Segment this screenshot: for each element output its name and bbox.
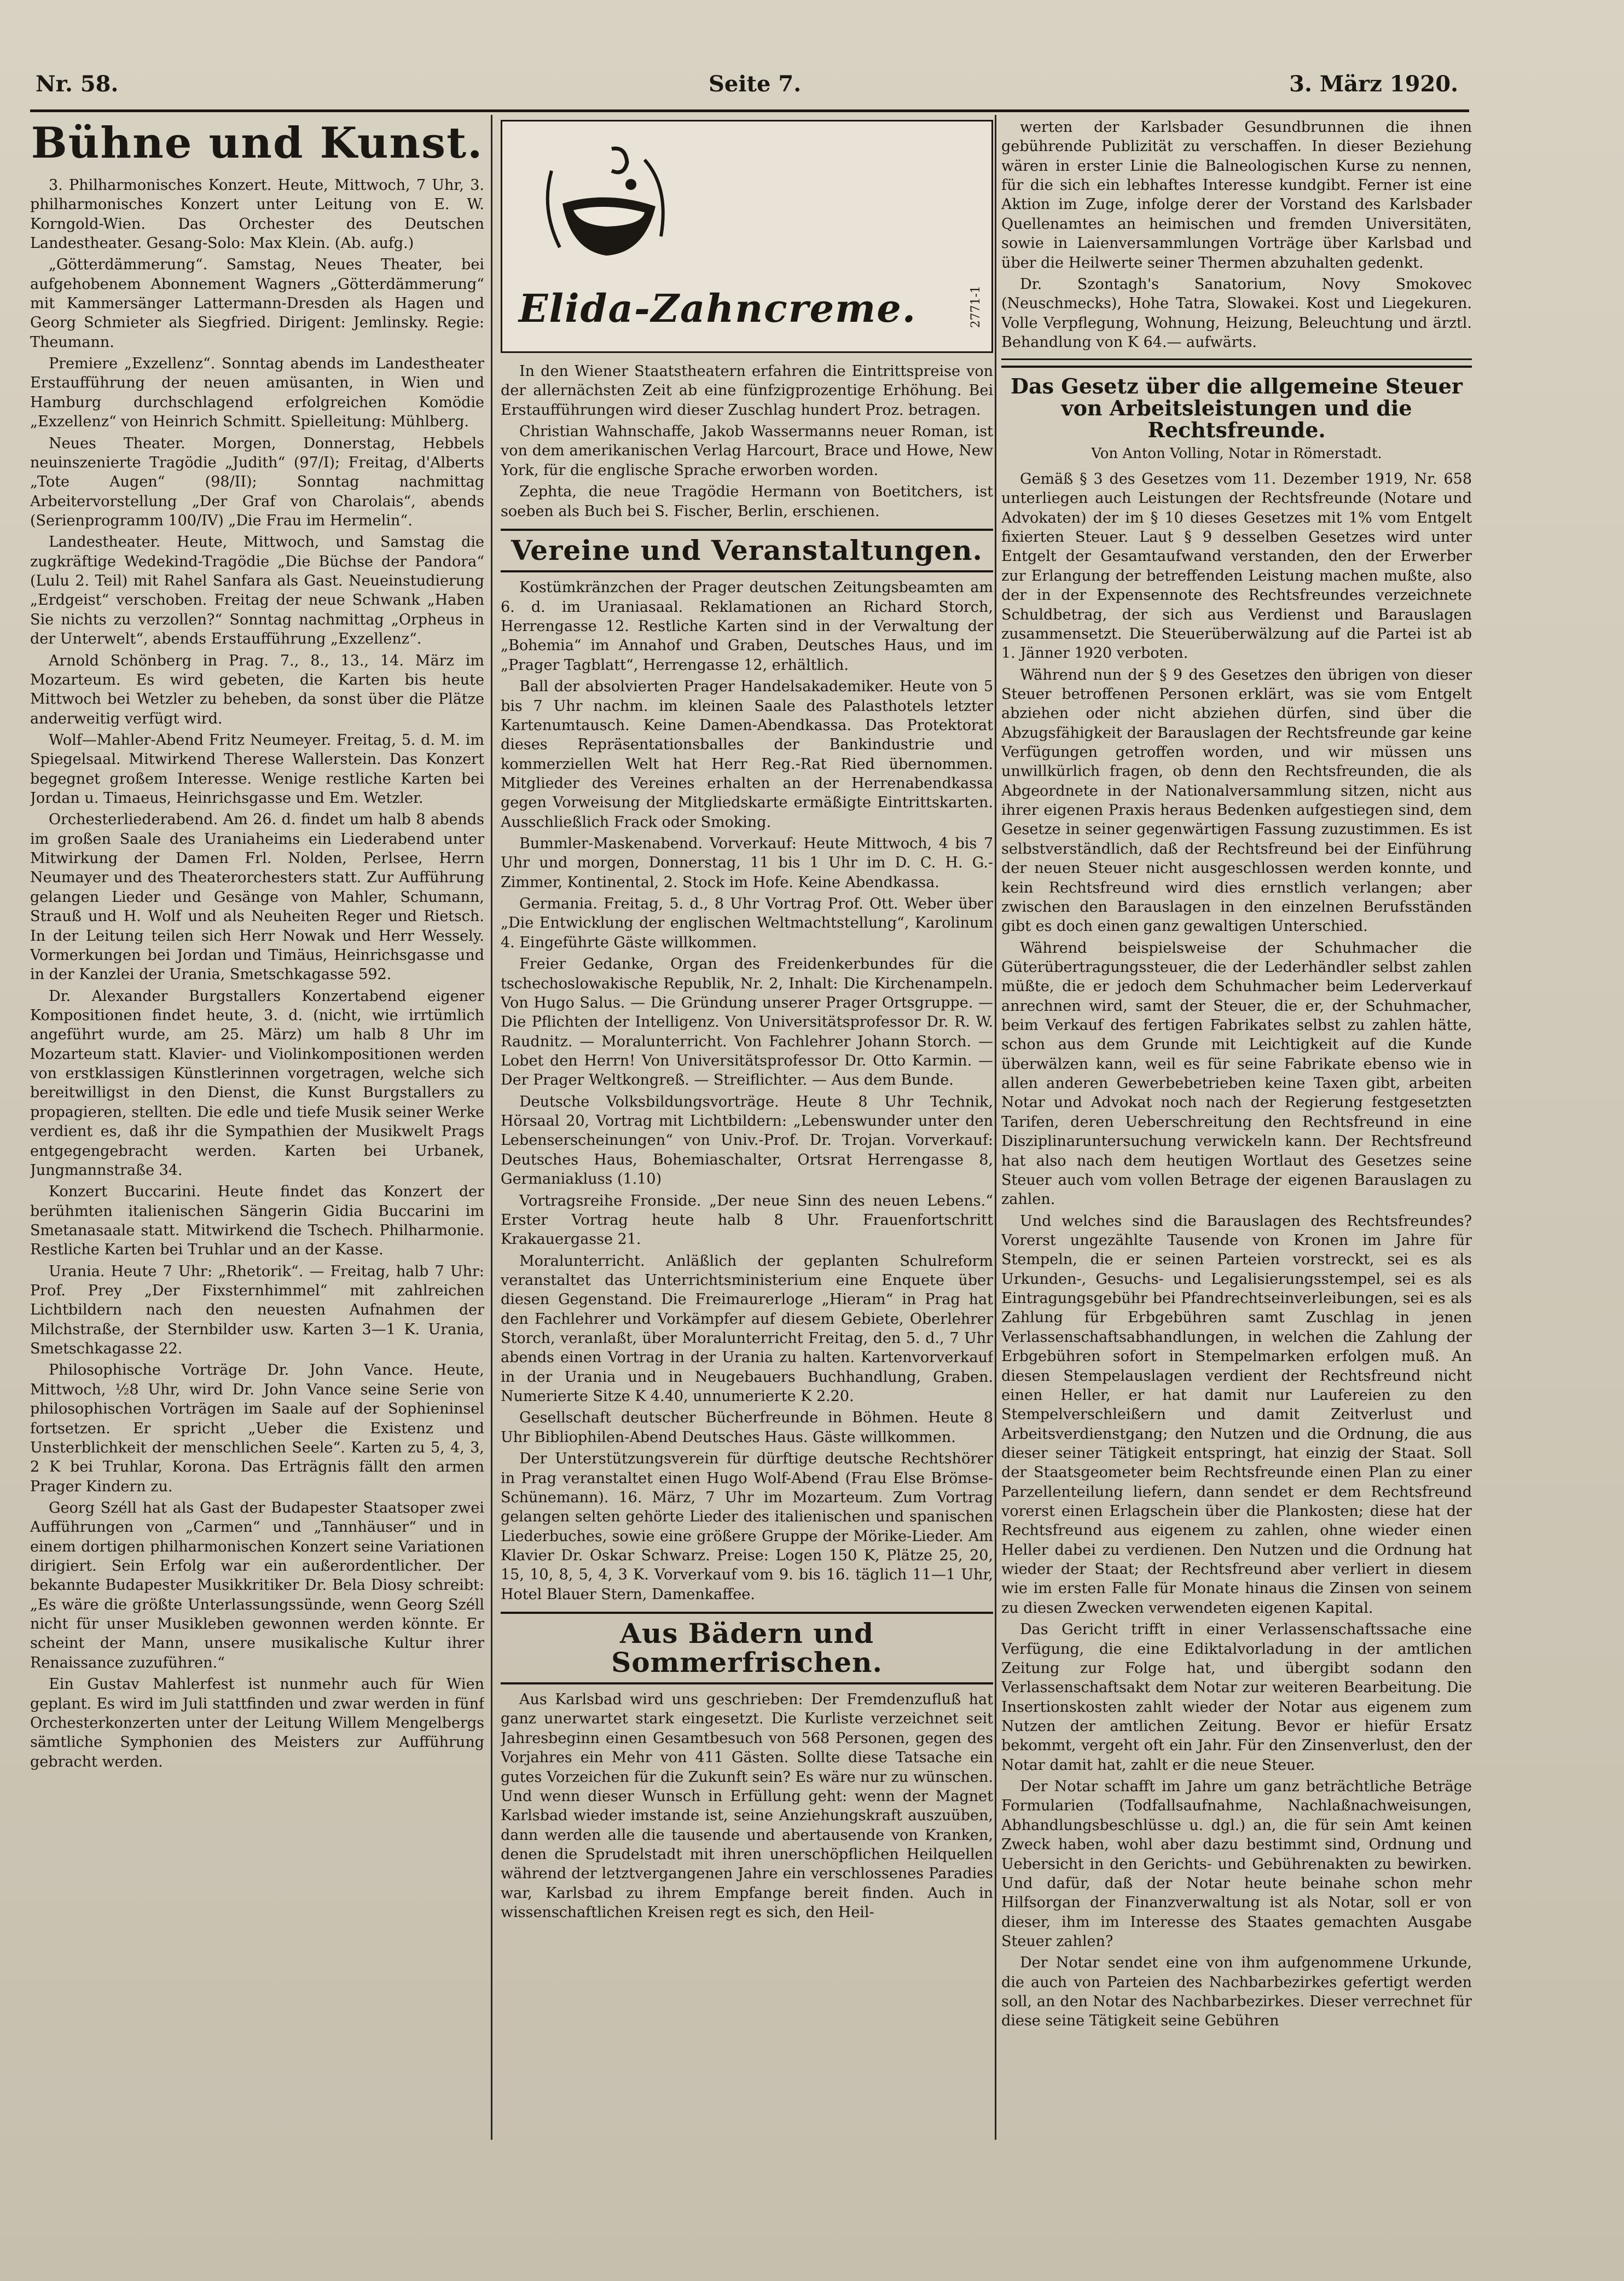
column-rule: [491, 115, 492, 2140]
article-paragraph: Moralunterricht. Anläßlich der geplanten Schulreform veranstaltet das Unterrichtsministerium eine Enquete über diesen Gegenstand. Die Freimaurerloge „Hieram“ in Prag hat den Fachlehrer und Vorkämpfer auf diesem Gebiete, Oberlehrer Storch, veranlaßt, über Moralunterricht Freitag, den 5. d., 7 Uhr abends einen Vortrag in der Urania zu halten. Kartenvorverkauf in der Urania und in Neugebauers Buchhandlung, Graben. Numerierte Sitze K 4.40, unnumerierte K 2.20.: [501, 1252, 993, 1405]
article-paragraph: „Götterdämmerung“. Samstag, Neues Theater, bei aufgehobenem Abonnement Wagners „Götterdämmerung“ mit Kammersänger Lattermann-Dresden als Hagen und Georg Schmieter als Siegfried. Dirigent: Jemlinsky. Regie: Theumann.: [30, 256, 484, 351]
issue-date: 3. März 1920.: [1289, 71, 1458, 97]
article-paragraph: Landestheater. Heute, Mittwoch, und Samstag die zugkräftige Wedekind-Tragödie „Die Büchse der Pandora“ (Lulu 2. Teil) mit Rahel Sanfara als Gast. Neueinstudierung „Erdgeist“ verschoben. Freitag der neue Schwank „Haben Sie nichts zu verzollen?“ Sonntag nachmittag „Orpheus in der Unterwelt“, abends Erstaufführung „Exzellenz“.: [30, 534, 484, 648]
article-paragraph: Vortragsreihe Fronside. „Der neue Sinn des neuen Lebens.“ Erster Vortrag heute halb 8 Uhr. Frauenfortschritt Krakauergasse 21.: [501, 1192, 993, 1248]
article-paragraph: Dr. Alexander Burgstallers Konzertabend eigener Kompositionen findet heute, 3. d. (nicht, wie irrtümlich angeführt wurde, am 25. März) um halb 8 Uhr im Mozarteum statt. Klavier- und Violinkompositionen werden von erstklassigen Künstlerinnen vorgetragen, welche sich bereitwilligst in den Dienst, die Kunst Burgstallers zu propagieren, stellten. Die edle und tiefe Musik seiner Werke verdient es, daß ihr die Sympathien der Musikwelt Prags entgegengebracht werden. Karten bei Urbanek, Jungmannstraße 34.: [30, 987, 484, 1179]
section-title-baeder: Aus Bädern und Sommerfrischen.: [501, 1612, 993, 1684]
article-paragraph: Germania. Freitag, 5. d., 8 Uhr Vortrag Prof. Ott. Weber über „Die Entwicklung der englischen Weltmachtstellung“, Karolinum 4. Eingeführte Gäste willkommen.: [501, 895, 993, 951]
article-paragraph: Der Notar sendet eine von ihm aufgenommene Urkunde, die auch von Parteien des Nachbarbezirkes gefertigt werden soll, an den Notar des Nachbarbezirkes. Dieser verrechnet für diese seine Tätigkeit seine Gebühren: [1001, 1954, 1472, 2030]
article-paragraph: Während beispielsweise der Schuhmacher die Güterübertragungssteuer, die der Lederhändler selbst zahlen müßte, die er jedoch dem Schuhmacher beim Lederverkauf anrechnen wird, samt der Steuer, die er, der Schuhmacher, beim Verkauf des fertigen Fabrikates selbst zu zahlen hätte, schon aus dem Grunde mit Leichtigkeit auf die Kunde überwälzen kann, weil es für seine Fabrikate ebenso wie in allen anderen Gewerbebetrieben keine Taxen gibt, arbeiten Notar und Advokat noch nach der Regierung festgesetzten Tarifen, deren Ueberschreitung den Rechtsfreund in eine Disziplinaruntersuchung verwickeln kann. Der Rechtsfreund hat also nach dem heutigen Wortlaut des Gesetzes seine Steuer auch vom vollen Betrage der eigenen Barauslagen zu zahlen.: [1001, 939, 1472, 1208]
article-paragraph: Ein Gustav Mahlerfest ist nunmehr auch für Wien geplant. Es wird im Juli stattfinden und zwar werden in fünf Orchesterkonzerten unter der Leitung Willem Mengelbergs sämtliche Symphonien des Meisters zur Aufführung gebracht werden.: [30, 1676, 484, 1770]
article-paragraph: Während nun der § 9 des Gesetzes den übrigen von dieser Steuer betroffenen Personen erklärt, was sie vom Entgelt abziehen oder nicht abziehen dürfen, sind über die Abzugsfähigkeit der Barauslagen der Rechtsfreunde gar keine Verfügungen getroffen worden, und wir müssen uns unwillkürlich fragen, ob denn den Rechtsfreunden, die als Abgeordnete in der Nationalversammlung sitzen, nicht aus ihrer eigenen Praxis heraus Bedenken aufgestiegen sind, dem Gesetze in seiner gegenwärtigen Fassung zuzustimmen. Es ist selbstverständlich, daß der Rechtsfreund bei der Einführung der neuen Steuer nicht ausgeschlossen werden konnte, und kein Rechtsfreund wird dies ernstlich verlangen; aber zwischen den Barauslagen in den einzelnen Berufsständen gibt es doch einen ganz gewaltigen Unterschied.: [1001, 666, 1472, 935]
article-paragraph: Wolf—Mahler-Abend Fritz Neumeyer. Freitag, 5. d. M. im Spiegelsaal. Mitwirkend Therese Wallerstein. Das Konzert begegnet großem Interesse. Wenige restliche Karten bei Jordan u. Timaeus, Heinrichsgasse und Em. Wetzler.: [30, 731, 484, 807]
article-paragraph: Der Unterstützungsverein für dürftige deutsche Rechtshörer in Prag veranstaltet einen Hugo Wolf-Abend (Frau Else Brömse-Schünemann). 16. März, 7 Uhr im Mozarteum. Zum Vortrag gelangen selten gehörte Lieder des italienischen und spanischen Liederbuches, sowie eine größere Gruppe der Mörike-Lieder. Am Klavier Dr. Oskar Schwarz. Preise: Logen 150 K, Plätze 25, 20, 15, 10, 8, 5, 4, 3 K. Vorverkauf vom 9. bis 16. täglich 11—1 Uhr, Hotel Blauer Stern, Damenkaffee.: [501, 1450, 993, 1603]
issue-number: Nr. 58.: [36, 71, 119, 97]
article-list: [501, 362, 993, 521]
column-2: [501, 118, 993, 2153]
article-paragraph: Deutsche Volksbildungsvorträge. Heute 8 Uhr Technik, Hörsaal 20, Vortrag mit Lichtbildern: „Lebenswunder unter den Lebenserscheinungen“ von Univ.-Prof. Dr. Trojan. Vorverkauf: Deutsches Haus, Bohemiaschalter, Ortsrat Herrengasse 8, Germaniakluss (1.10): [501, 1093, 993, 1188]
article-paragraph: Der Notar schafft im Jahre um ganz beträchtliche Beträge Formularien (Todfallsaufnahme, Nachlaßnachweisungen, Abhandlungsbeschlüsse u. dgl.) an, die für sein Amt keinen Zweck haben, wohl aber dazu bestimmt sind, Ordnung und Uebersicht in den Gerichts- und Gebührenakten zu bewirken. Und dafür, daß der Notar heute beinahe schon mehr Hilfsorgan der Finanzverwaltung ist als Notar, soll er von dieser, ihm im Interesse des Staates gemachten Ausgabe Steuer zahlen?: [1001, 1778, 1472, 1950]
article-list: [1001, 470, 1472, 2031]
ad-slogan: Elida-Zahncreme.: [519, 286, 917, 331]
article-paragraph: Georg Széll hat als Gast der Budapester Staatsoper zwei Aufführungen von „Carmen“ und „Tannhäuser“ und in einem dortigen philharmonischen Konzert seine Variationen dirigiert. Sein Erfolg war ein außerordentlicher. Der bekannte Budapester Musikkritiker Dr. Bela Diosy schreibt: „Es wäre die größte Unterlassungssünde, wenn Georg Széll nicht für unser Musikleben gewonnen werden könnte. Er scheint der Mann, unsere musikalische Kultur ihrer Renaissance zuzuführen.“: [30, 1499, 484, 1671]
article-paragraph: Arnold Schönberg in Prag. 7., 8., 13., 14. März im Mozarteum. Es wird gebeten, die Karten bis heute Mittwoch bei Wetzler zu beheben, da sonst über die Plätze anderweitig verfügt wird.: [30, 652, 484, 727]
article-paragraph: Bummler-Maskenabend. Vorverkauf: Heute Mittwoch, 4 bis 7 Uhr und morgen, Donnerstag, 11 bis 1 Uhr im D. C. H. G.-Zimmer, Kontinental, 2. Stock im Hofe. Keine Abendkassa.: [501, 835, 993, 891]
article-paragraph: Aus Karlsbad wird uns geschrieben: Der Fremdenzufluß hat ganz unerwartet stark eingesetzt. Die Kurliste verzeichnet seit Jahresbeginn einen Gesamtbesuch von 568 Personen, gegen des Vorjahres ein Mehr von 411 Gästen. Sollte diese Tatsache ein gutes Vorzeichen für die Zukunft sein? Es wäre nur zu wünschen. Und wenn dieser Wunsch in Erfüllung geht: wenn der Magnet Karlsbad wieder imstande ist, seine Anziehungskraft auszuüben, dann werden alle die tausende und abertausende von Kranken, denen die Sprudelstadt mit ihren unerschöpflichen Heilquellen während der letztvergangenen Jahre ein verschlossenes Paradies war, Karlsbad zu ihrem Empfange bereit finden. Auch in wissenschaftlichen Kreisen regt es sich, den Heil-: [501, 1691, 993, 1921]
article-byline: Von Anton Volling, Notar in Römerstadt.: [1091, 445, 1382, 462]
article-list: [501, 1690, 993, 1922]
article-paragraph: Neues Theater. Morgen, Donnerstag, Hebbels neuinszenierte Tragödie „Judith“ (97/I); Freitag, d'Alberts „Tote Augen“ (98/II); Sonntag nachmittag Arbeitervorstellung „Der Graf von Charolais“, abends (Serienprogramm 100/IV) „Die Frau im Hermelin“.: [30, 435, 484, 529]
page-number: Seite 7.: [709, 71, 802, 97]
article-title-steuergesetz: Das Gesetz über die allgemeine Steuer von Arbeitsleistungen und die Rechtsfreunde.: [1001, 366, 1472, 443]
column-1: [30, 118, 484, 2153]
article-paragraph: Philosophische Vorträge Dr. John Vance. Heute, Mittwoch, ½8 Uhr, wird Dr. John Vance seine Serie von philosophischen Vorträgen im Saale auf der Sophieninsel fortsetzen. Er spricht „Ueber die Existenz und Unsterblichkeit der menschlichen Seele“. Karten zu 5, 4, 3, 2 K bei Truhlar, Korona. Das Erträgnis fällt den armen Prager Kindern zu.: [30, 1362, 484, 1495]
article-paragraph: Freier Gedanke, Organ des Freidenkerbundes für die tschechoslowakische Republik, Nr. 2, Inhalt: Die Kirchenampeln. Von Hugo Salus. — Die Gründung unserer Prager Ortsgruppe. — Die Pflichten der Intelligenz. Von Universitätsprofessor Dr. R. W. Raudnitz. — Moralunterricht. Von Fachlehrer Johann Storch. — Lobet den Herrn! Von Universitätsprofessor Dr. Otto Karmin. — Der Prager Weltkongreß. — Streiflichter. — Aus dem Bunde.: [501, 956, 993, 1089]
article-paragraph: In den Wiener Staatstheatern erfahren die Eintrittspreise von der allernächsten Zeit ab eine fünfzigprozentige Erhöhung. Bei Erstaufführungen wird dieser Zuschlag hundert Proz. betragen.: [501, 363, 993, 419]
ad-code: 2771-1: [969, 286, 983, 328]
article-list: [1001, 118, 1472, 352]
article-paragraph: Und welches sind die Barauslagen des Rechtsfreundes? Vorerst ungezählte Tausende von Kronen im Jahre für Stempeln, die er seinen Parteien vorstreckt, sei es als Urkunden-, Gesuchs- und Legalisierungsstempel, sei es als Eintragungsgebühr bei Pfandrechtseinverleibungen, sei es als Zahlung für Erbgebühren samt Zuschlag in jenen Verlassenschaftsabhandlungen, in welchen die Zahlung der Erbgebühren sofort in Stempelmarken erfolgen muß. An diesen Stempelauslagen verdient der Rechtsfreund nicht einen Heller, er hat damit nur Laufereien zu den Stempelverschleißern und damit Zeitverlust und Arbeitsverdienstgang; den Nutzen und die Ordnung, die aus dieser seiner Tätigkeit entspringt, hat einzig der Staat. Soll der Staatsgeometer beim Rechtsfreunde einen Plan zu einer Parzellenteilung liefern, dann sendet er dem Rechtsfreund vorerst einen Erlagschein über die Plankosten; diese hat der Rechtsfreund aus eigenem zu zahlen, ohne wieder einen Heller dabei zu verdienen. Den Nutzen und die Ordnung hat wieder der Staat; der Rechtsfreund aber verliert in diesem wie im ersten Falle für Monate hinaus die Zinsen von seinem zu diesen Zwecken verwendeten eigenen Kapital.: [1001, 1212, 1472, 1617]
column-3: [1001, 118, 1472, 2153]
article-paragraph: Zephta, die neue Tragödie Hermann von Boetitchers, ist soeben als Buch bei S. Fischer, Berlin, erschienen.: [501, 483, 993, 520]
article-paragraph: Ball der absolvierten Prager Handelsakademiker. Heute von 5 bis 7 Uhr nachm. im kleinen Saale des Palasthotels letzter Kartenumtausch. Keine Damen-Abendkassa. Das Protektorat dieses Repräsentationsballes der Bankindustrie und kommerziellen Welt hat Herr Reg.-Rat Ried übernommen. Mitglieder des Vereines erhalten an der Herrenabendkassa gegen Vorweisung der Mitgliedskarte ermäßigte Eintrittskarten. Ausschließlich Frack oder Smoking.: [501, 678, 993, 831]
article-paragraph: 3. Philharmonisches Konzert. Heute, Mittwoch, 7 Uhr, 3. philharmonisches Konzert unter Leitung von E. W. Korngold-Wien. Das Orchester des Deutschen Landestheater. Gesang-Solo: Max Klein. (Ab. aufg.): [30, 176, 484, 252]
article-paragraph: werten der Karlsbader Gesundbrunnen die ihnen gebührende Publizität zu verschaffen. In dieser Beziehung wären in erster Linie die Balneologischen Kurse zu nennen, für die sich ein lebhaftes Interesse kundgibt. Ferner ist eine Aktion im Zuge, infolge derer der Vorstand des Karlsbader Quellenamtes an heimischen und fremden Universitäten, sowie in Laienversammlungen Vorträge über Karlsbad und über die Heilwerte seiner Thermen abzuhalten gedenkt.: [1001, 119, 1472, 271]
article-paragraph: Christian Wahnschaffe, Jakob Wassermanns neuer Roman, ist von dem amerikanischen Verlag Harcourt, Brace und Howe, New York, für die englische Sprache erworben worden.: [501, 423, 993, 479]
article-paragraph: Orchesterliederabend. Am 26. d. findet um halb 8 abends im großen Saale des Uraniaheims ein Liederabend unter Mitwirkung der Damen Frl. Nolden, Perlsee, Herrn Neumayer und des Theaterorchesters statt. Zur Aufführung gelangen Lieder und Gesänge von Mahler, Schumann, Strauß und H. Wolf und als Neuheiten Reger und Rietsch. In der Leitung teilen sich Herr Nowak und Herr Wessely. Vormerkungen bei Jordan und Timäus, Heinrichsgasse und in der Kanzlei der Urania, Smetschkagasse 592.: [30, 811, 484, 983]
article-list: [501, 578, 993, 1604]
elida-advertisement: [501, 120, 993, 353]
article-list: [30, 176, 484, 1771]
header-rule: [30, 109, 1469, 112]
article-paragraph: Dr. Szontagh's Sanatorium, Novy Smokovec (Neuschmecks), Hohe Tatra, Slowakei. Kost und Liegekuren. Volle Verpflegung, Wohnung, Heizung, Beleuchtung und ärztl. Behandlung von K 64.— aufwärts.: [1001, 275, 1472, 351]
article-paragraph: Gemäß § 3 des Gesetzes vom 11. Dezember 1919, Nr. 658 unterliegen auch Leistungen der Rechtsfreunde (Notare und Advokaten) der im § 10 dieses Gesetzes mit 1% vom Entgelt fixierten Steuer. Laut § 9 desselben Gesetzes wird unter Entgelt der Gesamtaufwand verstanden, den der Erwerber zur Erlangung der betreffenden Leistung machen mußte, also der in der Expensennote des Rechtsfreundes verzeichnete Schuldbetrag, der sich aus Verdienst und Barauslagen zusammensetzt. Die Steuerüberwälzung auf die Partei ist ab 1. Jänner 1920 verboten.: [1001, 470, 1472, 662]
column-rule: [995, 115, 996, 2140]
section-title-vereine: Vereine und Veranstaltungen.: [501, 529, 993, 573]
divider: [1001, 358, 1472, 360]
page-header: [30, 71, 1469, 104]
article-paragraph: Kostümkränzchen der Prager deutschen Zeitungsbeamten am 6. d. im Uraniasaal. Reklamationen an Richard Storch, Herrengasse 12. Restliche Karten sind in der Verwaltung der „Bohemia“ im Annahof und Graben, Deutsches Haus, und im „Prager Tagblatt“, Herrengasse 12, erhältlich.: [501, 579, 993, 674]
section-title-buehne: Bühne und Kunst.: [31, 118, 484, 168]
smiling-face-illustration: [530, 138, 683, 280]
article-paragraph: Konzert Buccarini. Heute findet das Konzert der berühmten italienischen Sängerin Gidia Buccarini im Smetanasaale statt. Mitwirkend die Tschech. Philharmonie. Restliche Karten bei Truhlar und an der Kasse.: [30, 1183, 484, 1259]
article-paragraph: Urania. Heute 7 Uhr: „Rhetorik“. — Freitag, halb 7 Uhr: Prof. Prey „Der Fixsternhimmel“ mit zahlreichen Lichtbildern nach den neuesten Aufnahmen der Milchstraße, der Sternbilder usw. Karten 3—1 K. Urania, Smetschkagasse 22.: [30, 1263, 484, 1358]
article-paragraph: Gesellschaft deutscher Bücherfreunde in Böhmen. Heute 8 Uhr Bibliophilen-Abend Deutsches Haus. Gäste willkommen.: [501, 1409, 993, 1446]
article-paragraph: Das Gericht trifft in einer Verlassenschaftssache eine Verfügung, die eine Ediktalvorladung in der amtlichen Zeitung zur Folge hat, und übergibt sodann den Verlassenschaftsakt dem Notar zur weiteren Bearbeitung. Die Insertionskosten zahlt wieder der Notar aus eigenem zum Nutzen der amtlichen Zeitung. Bevor er hiefür Ersatz bekommt, vergeht oft ein Jahr. Für den Zinsenverlust, den der Notar damit hat, zahlt er die neue Steuer.: [1001, 1621, 1472, 1774]
article-paragraph: Premiere „Exzellenz“. Sonntag abends im Landestheater Erstaufführung der neuen amüsanten, in Wien und Hamburg durchschlagend erfolgreichen Komödie „Exzellenz“ von Heinrich Schmitt. Spielleitung: Mühlberg.: [30, 355, 484, 431]
